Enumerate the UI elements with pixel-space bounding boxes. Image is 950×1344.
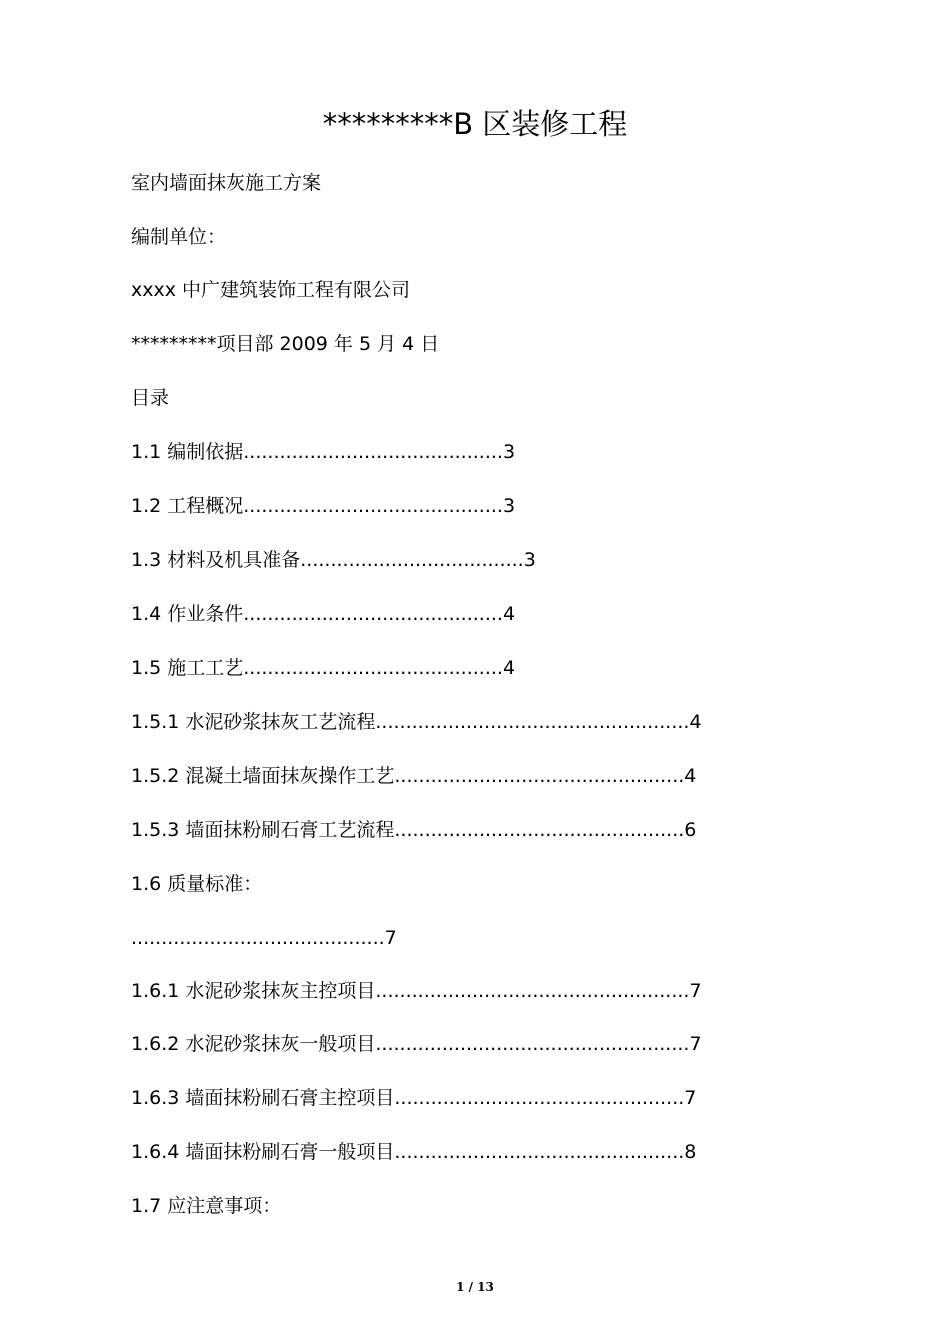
toc-entry: 1.5.3 墙面抹粉刷石膏工艺流程................................................6 bbox=[131, 819, 697, 841]
toc-entry: 1.7 应注意事项： bbox=[131, 1195, 282, 1217]
toc-entry: 1.6.2 水泥砂浆抹灰一般项目....................................................7 bbox=[131, 1033, 702, 1055]
toc-entry: 1.4 作业条件...........................................4 bbox=[131, 603, 516, 625]
toc-entry: 1.6 质量标准： bbox=[131, 873, 263, 895]
toc-entry: 1.6.1 水泥砂浆抹灰主控项目....................................................7 bbox=[131, 980, 702, 1002]
toc-heading: 目录 bbox=[131, 387, 170, 409]
toc-entry: ..........................................7 bbox=[131, 927, 397, 949]
toc-entry: 1.5 施工工艺...........................................4 bbox=[131, 657, 516, 679]
toc-entry: 1.5.1 水泥砂浆抹灰工艺流程....................................................4 bbox=[131, 711, 702, 733]
toc-entry: 1.1 编制依据...........................................3 bbox=[131, 441, 516, 463]
page-indicator: 1 / 13 bbox=[456, 1280, 494, 1294]
toc-entry: 1.6.3 墙面抹粉刷石膏主控项目................................................7 bbox=[131, 1087, 697, 1109]
company-name: xxxx 中广建筑装饰工程有限公司 bbox=[131, 279, 411, 301]
document-title: *********B 区装修工程 bbox=[322, 107, 628, 141]
toc-entry: 1.6.4 墙面抹粉刷石膏一般项目................................................8 bbox=[131, 1141, 697, 1163]
toc-entry: 1.5.2 混凝土墙面抹灰操作工艺................................................4 bbox=[131, 765, 697, 787]
compiler-label: 编制单位： bbox=[131, 226, 227, 248]
document-subtitle: 室内墙面抹灰施工方案 bbox=[131, 172, 322, 194]
toc-entry: 1.2 工程概况...........................................3 bbox=[131, 495, 516, 517]
toc-entry: 1.3 材料及机具准备.....................................3 bbox=[131, 549, 536, 571]
project-date: *********项目部 2009 年 5 月 4 日 bbox=[131, 333, 440, 355]
